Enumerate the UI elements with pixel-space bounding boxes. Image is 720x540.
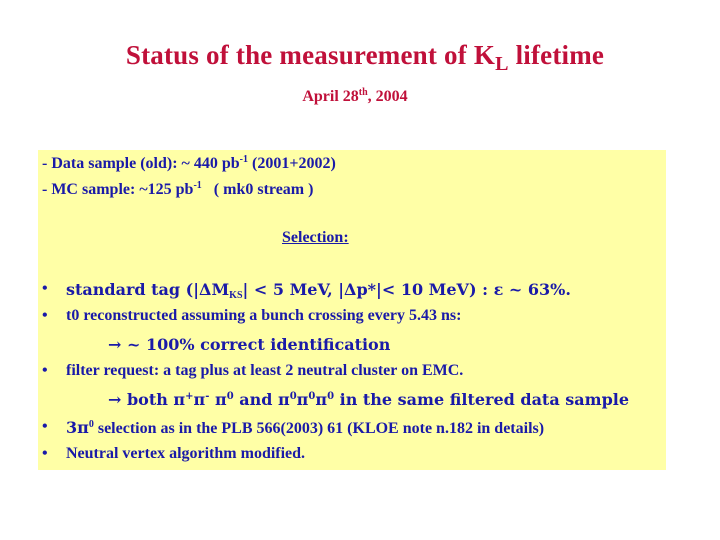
data-sample-superscript: -1 (239, 154, 248, 165)
note-text-c: π (209, 390, 227, 409)
note-text-f: π (315, 390, 328, 409)
data-sample-line (42, 154, 336, 173)
note-sup-4: 0 (289, 391, 297, 402)
title-subscript: L (495, 53, 509, 75)
bullet-3pi0-selection (42, 418, 545, 438)
bullet-text-end: selection as in the PLB 566(2003) 61 (KLOE note n.182 in details) (93, 420, 545, 437)
note-text-a: → both π (108, 390, 186, 409)
bullet-standard-tag (42, 280, 571, 301)
note-sup-5: 0 (308, 391, 316, 402)
bullet-filter-request (42, 362, 464, 380)
bullet-text: standard tag (|ΔM (66, 280, 230, 299)
note-sup-1: + (185, 391, 194, 402)
bullet-icon: • (42, 362, 48, 379)
content-box (38, 150, 666, 470)
title-text-end: lifetime (508, 40, 605, 70)
bullet-icon: • (42, 445, 48, 462)
bullet-neutral-vertex (42, 445, 306, 463)
data-sample-years: (2001+2002) (248, 155, 336, 172)
note-text-d: and π (233, 390, 290, 409)
slide-date (0, 87, 710, 106)
bullet-text: filter request: a tag plus at least 2 neutral cluster on EMC. (66, 362, 464, 379)
mc-sample-line (42, 180, 313, 199)
bullet-text: t0 reconstructed assuming a bunch crossing every 5.43 ns: (66, 307, 462, 324)
bullet-icon: • (42, 418, 48, 435)
note-sup-3: 0 (226, 391, 234, 402)
title-text: Status of the measurement of K (125, 40, 496, 70)
mc-sample-stream: ( mk0 stream ) (201, 181, 314, 198)
t0-identification-note (108, 335, 390, 355)
bullet-text: Neutral vertex algorithm modified. (66, 445, 306, 462)
bullet-subscript: KS (229, 290, 243, 301)
arrow-text: → ~ 100% correct identification (108, 335, 391, 354)
slide-title (0, 40, 720, 76)
filter-sample-note (108, 390, 629, 409)
note-sup-6: 0 (327, 391, 335, 402)
note-text-e: π (296, 390, 309, 409)
bullet-text: 3π (66, 418, 89, 437)
selection-heading: Selection: (282, 229, 349, 246)
bullet-icon: • (42, 307, 48, 324)
date-text: April 28 (302, 88, 359, 105)
date-superscript: th (358, 87, 368, 98)
note-text-b: π (193, 390, 206, 409)
mc-sample-text: - MC sample: ~125 pb (42, 181, 194, 198)
bullet-icon: • (42, 280, 48, 297)
date-year: , 2004 (367, 88, 408, 105)
note-sup-2: - (205, 391, 210, 402)
bullet-superscript: 0 (88, 419, 94, 430)
data-sample-text: - Data sample (old): ~ 440 pb (42, 155, 240, 172)
mc-sample-superscript: -1 (193, 180, 202, 191)
bullet-text-end: | < 5 MeV, |Δp*|< 10 MeV) : ε ~ 63%. (242, 280, 571, 299)
note-text-g: in the same filtered data sample (334, 390, 630, 409)
bullet-t0-reconstruction (42, 307, 462, 325)
